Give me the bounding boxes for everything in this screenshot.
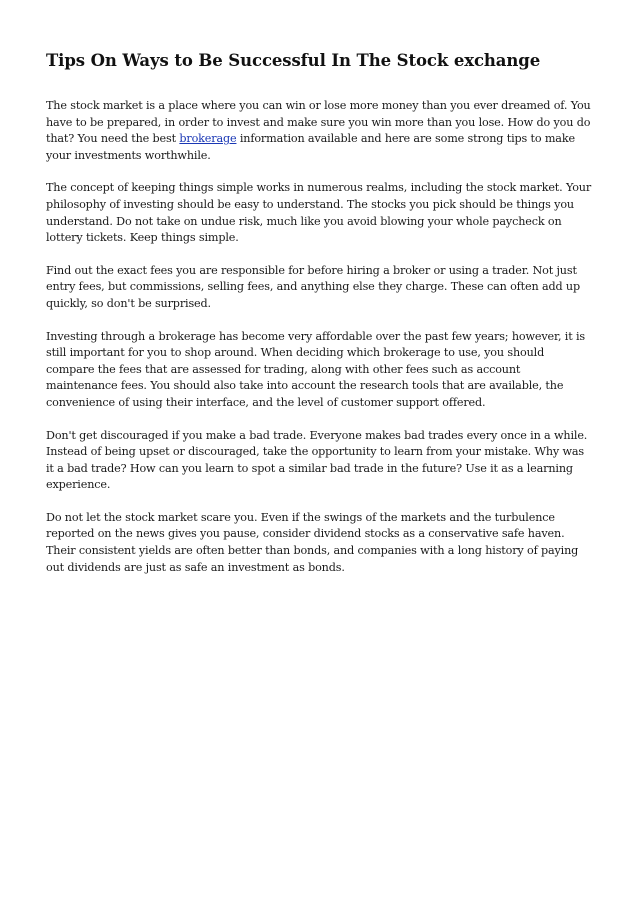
paragraph-dividends: Do not let the stock market scare you. Even if the swings of the markets and the turbulence reported on the news gives you pause, consider dividend stocks as a conservative safe haven. Their consistent yields are often better than bonds, and companies with a long history of paying out dividends are just as safe an investment as bonds. bbox=[46, 510, 579, 574]
document-page bbox=[46, 50, 594, 592]
paragraph-intro-text-before: The stock market is a place where you can win or lose more money than you ever dreamed of. You have to be prepared, in order to invest and make sure you win more than you lose. How do you do that? You need the best bbox=[46, 99, 591, 146]
paragraph-brokerage: Investing through a brokerage has become very affordable over the past few years; however, it is still important for you to shop around. When deciding which brokerage to use, you should compare the fees that are assessed for trading, along with other fees such as account maintenance fees. You should also take into account the research tools that are available, the convenience of using their interface, and the level of customer support offered. bbox=[46, 329, 585, 409]
brokerage-link[interactable]: brokerage bbox=[179, 132, 237, 146]
paragraph-fees: Find out the exact fees you are responsible for before hiring a broker or using a trader. Not just entry fees, but commissions, selling fees, and anything else they charge. These can often add up quickly, so don't be surprised. bbox=[46, 263, 580, 310]
paragraph-keep-simple: The concept of keeping things simple works in numerous realms, including the stock market. Your philosophy of investing should be easy to understand. The stocks you pick should be things you understand. Do not take on undue risk, much like you avoid blowing your whole paycheck on lottery tickets. Keep things simple. bbox=[46, 181, 592, 245]
document-title: Tips On Ways to Be Successful In The Stock exchange bbox=[46, 51, 541, 70]
paragraph-bad-trade: Don't get discouraged if you make a bad trade. Everyone makes bad trades every once in a while. Instead of being upset or discouraged, take the opportunity to learn from your mistake. Why was it a bad trade? How can you learn to spot a similar bad trade in the future? Use it as a learning experience. bbox=[46, 428, 588, 492]
paragraph-intro-text-after: information available and here are some strong tips to make your investments worthwhile. bbox=[46, 132, 575, 162]
paragraph-intro bbox=[46, 98, 594, 164]
